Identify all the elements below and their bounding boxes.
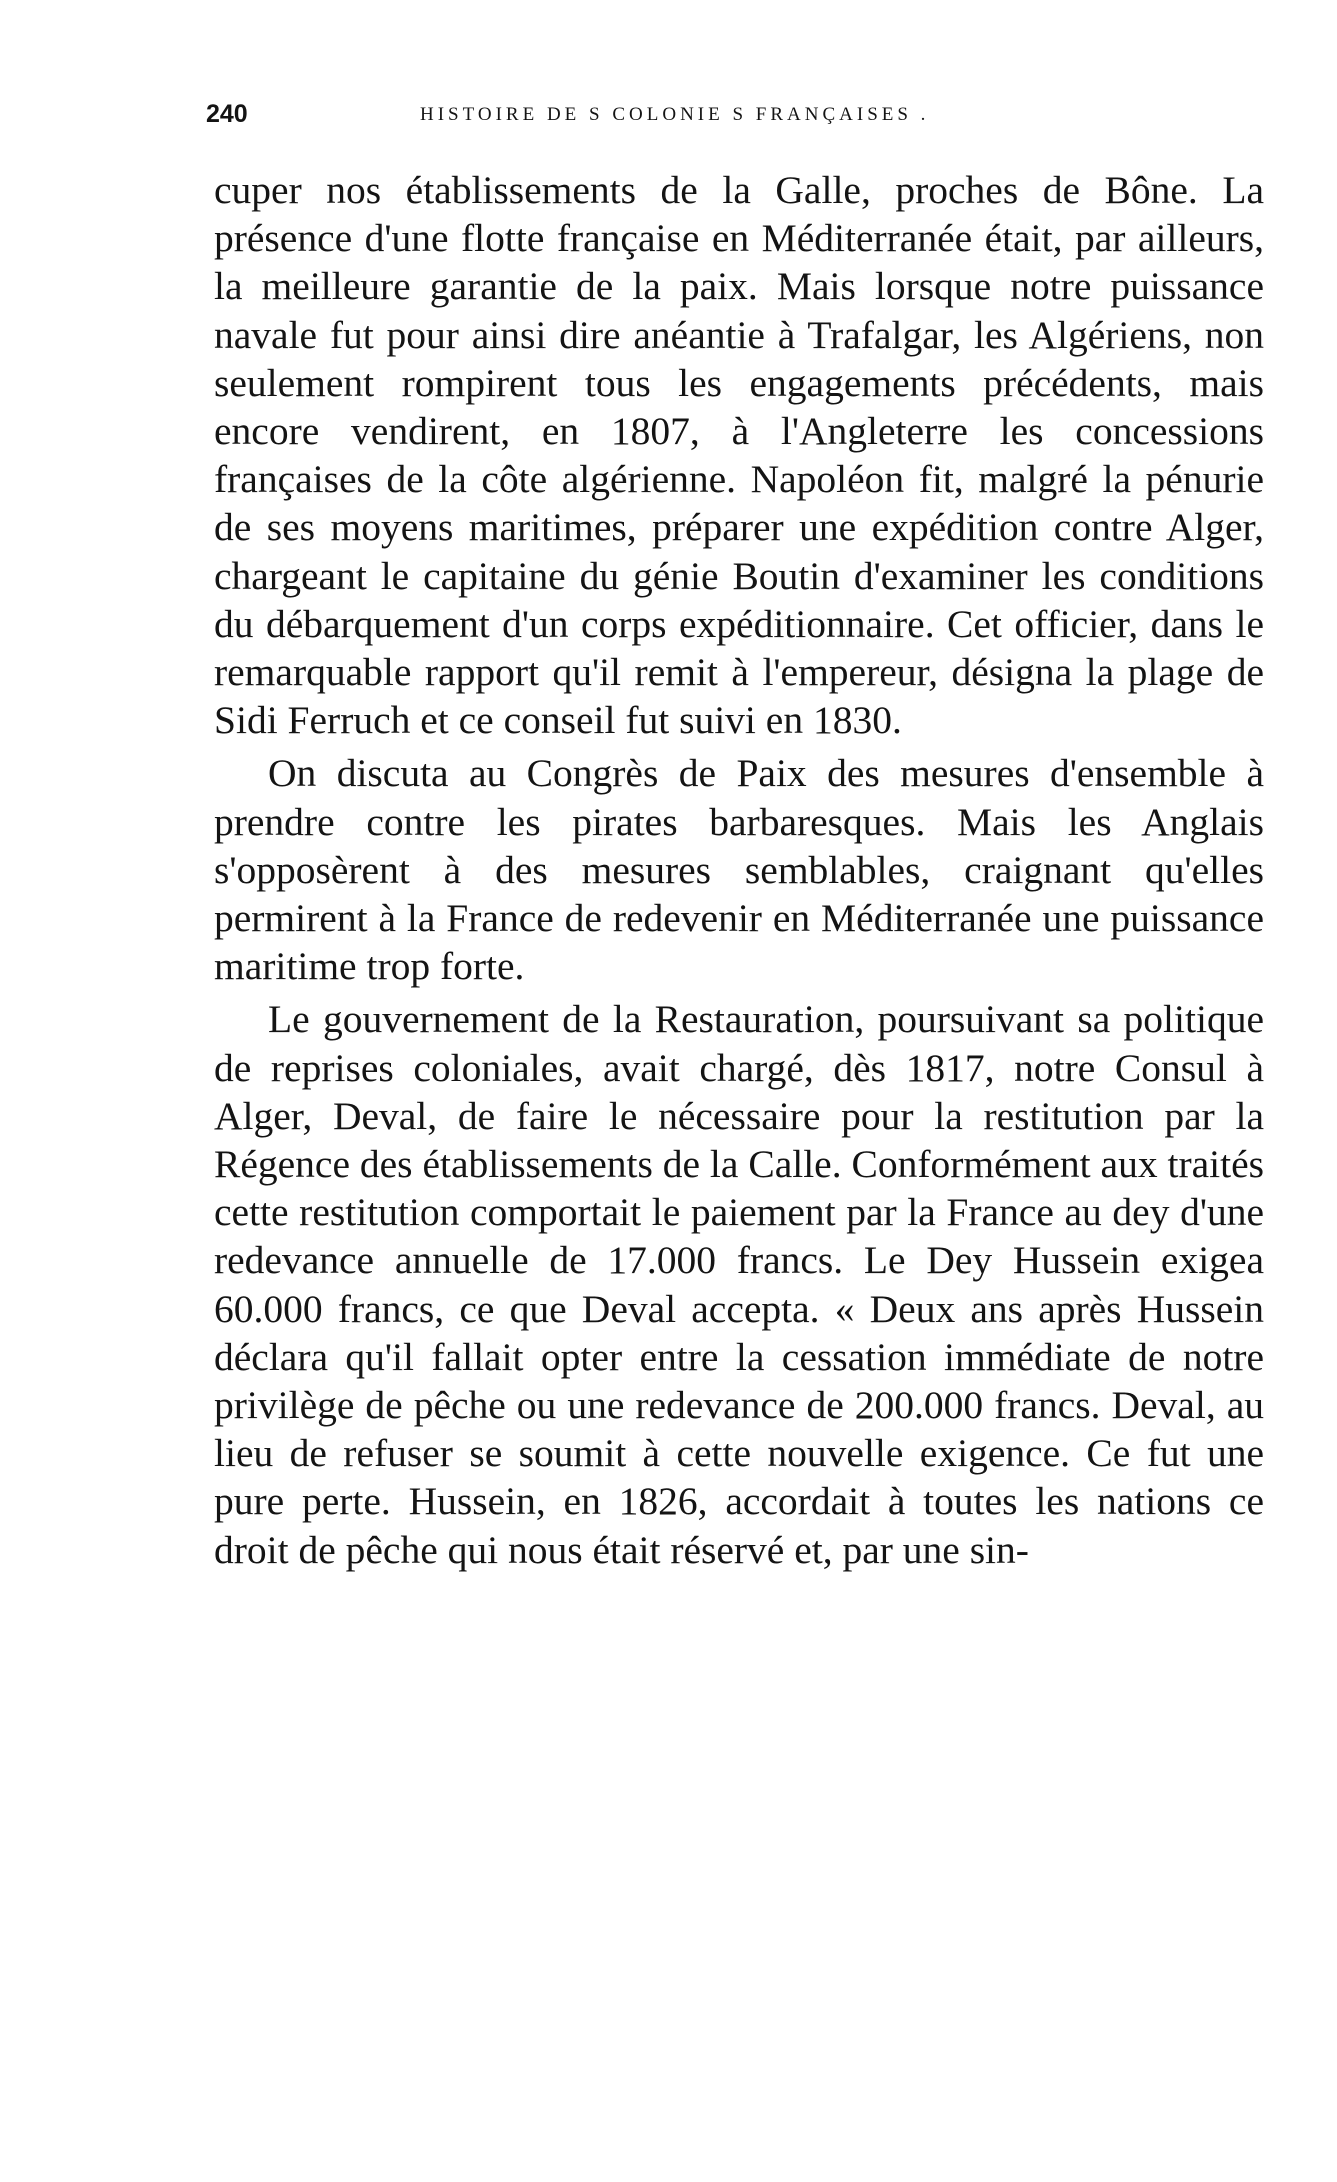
paragraph-3: Le gouvernement de la Restauration, poursuivant sa politique de reprises coloniales, avait chargé, dès 1817, notre Consul à Alger, Deval, de faire le nécessaire pour la restitution par la Régence des établissements de la Calle. Conformément aux traités cette restitution comportait le paiement par la France au dey d'une redevance annuelle de 17.000 francs. Le Dey Hussein exigea 60.000 francs, ce que Deval accepta. « Deux ans après Hussein déclara qu'il fallait opter entre la cessation immédiate de notre privilège de pêche ou une redevance de 200.000 francs. Deval, au lieu de refuser se soumit à cette nouvelle exigence. Ce fut une pure perte. Hussein, en 1826, accordait à toutes les nations ce droit de pêche qui nous était réservé et, par une sin-	[214, 997, 1264, 1572]
paragraph-2: On discuta au Congrès de Paix des mesures d'ensemble à prendre contre les pirates barbaresques. Mais les Anglais s'opposèrent à des mesures semblables, craignant qu'elles permirent à la France de redevenir en Méditerranée une puissance maritime trop forte.	[214, 751, 1264, 989]
running-head: HISTOIRE DE S COLONIE S FRANÇAISES .	[420, 104, 930, 125]
page-header	[206, 96, 1056, 136]
page-number: 240	[206, 100, 248, 128]
body-text	[214, 166, 1264, 1574]
paragraph-1: cuper nos établissements de la Galle, proches de Bône. La présence d'une flotte française en Méditerranée était, par ailleurs, la meilleure garantie de la paix. Mais lorsque notre puissance navale fut pour ainsi dire anéantie à Trafalgar, les Algériens, non seulement rompirent tous les engagements précédents, mais encore vendirent, en 1807, à l'Angleterre les concessions françaises de la côte algérienne. Napoléon fit, malgré la pénurie de ses moyens maritimes, préparer une expédition contre Alger, chargeant le capitaine du génie Boutin d'examiner les conditions du débarquement d'un corps expéditionnaire. Cet officier, dans le remarquable rapport qu'il remit à l'empereur, désigna la plage de Sidi Ferruch et ce conseil fut suivi en 1830.	[214, 168, 1264, 743]
